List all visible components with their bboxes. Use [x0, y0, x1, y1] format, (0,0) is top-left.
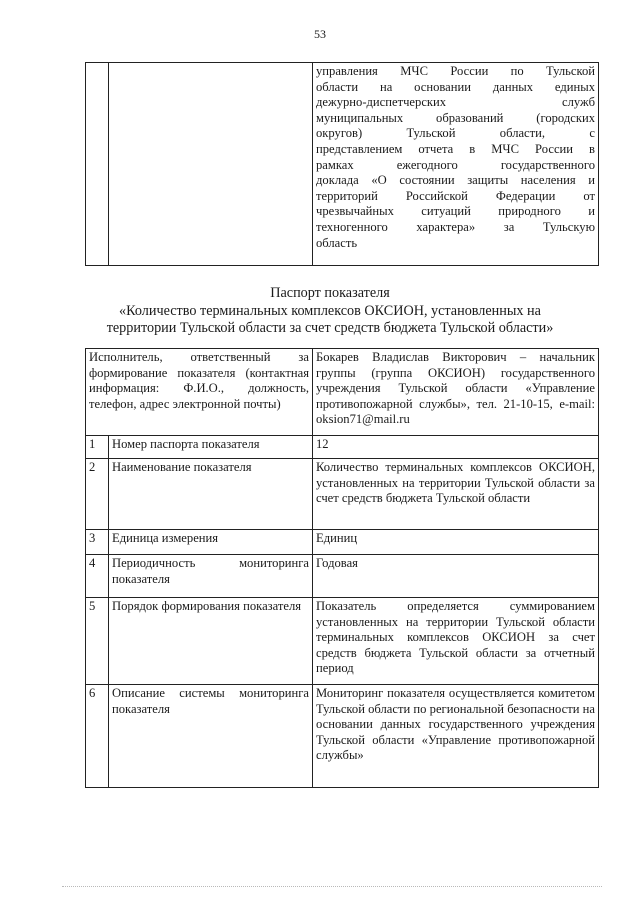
table-row [86, 63, 599, 266]
passport-table [85, 348, 599, 788]
continuation-text-cell [313, 63, 599, 266]
executor-value: Бокарев Владислав Викторович – начальник группы (группа ОКСИОН) государственного учреждения Тульской области «Управление противопожарной службы», тел. 21-10-15, e-mail: oksion71@mail.ru [313, 349, 599, 436]
row-label: Порядок формирования показателя [109, 598, 313, 685]
table-row [86, 459, 599, 530]
row-value: Годовая [313, 555, 599, 598]
continuation-text-line: управления МЧС России по Тульской [316, 64, 595, 78]
row-label: Наименование показателя [109, 459, 313, 530]
row-label: Номер паспорта показателя [109, 436, 313, 459]
table-row-executor [86, 349, 599, 436]
row-number: 5 [86, 598, 109, 685]
continuation-text-line: округов) Тульской области, с [316, 126, 595, 141]
passport-title [60, 285, 600, 338]
title-line-2: «Количество терминальных комплексов ОКСИОН, установленных на [119, 302, 541, 319]
executor-label: Исполнитель, ответственный за формирование показателя (контактная информация: Ф.И.О., должность, телефон, адрес электронной почты) [86, 349, 313, 436]
row-label: Описание системы мониторинга показателя [109, 685, 313, 788]
row-number: 4 [86, 555, 109, 598]
continuation-table [85, 62, 599, 266]
row-label: Периодичность мониторинга показателя [109, 555, 313, 598]
title-line-1: Паспорт показателя [270, 285, 390, 301]
page-number: 53 [314, 27, 326, 41]
row-value: 12 [313, 436, 599, 459]
table-row [86, 685, 599, 788]
row-value: Единиц [313, 530, 599, 555]
empty-cell-label [109, 63, 313, 266]
empty-cell-number [86, 63, 109, 266]
continuation-text-line: чрезвычайных ситуаций природного и [316, 204, 595, 219]
row-number: 2 [86, 459, 109, 530]
continuation-text-line: рамках ежегодного государственного [316, 157, 595, 172]
row-number: 1 [86, 436, 109, 459]
row-number: 3 [86, 530, 109, 555]
continuation-text-line: области на основании данных единых [316, 79, 595, 94]
continuation-text-line: область [316, 235, 358, 250]
table-row [86, 555, 599, 598]
table-row [86, 436, 599, 459]
continuation-text-line: доклада «О состоянии защиты населения и [316, 173, 595, 188]
title-line-3: территории Тульской области за счет средств бюджета Тульской области» [106, 320, 554, 336]
continuation-text-line: муниципальных образований (городских [316, 110, 595, 125]
scan-edge-line [62, 886, 602, 887]
row-value: Показатель определяется суммированием установленных на территории Тульской области терминальных комплексов ОКСИОН за счет средств бюджета Тульской области за отчетный период [313, 598, 599, 685]
continuation-text-line: представлением отчета в МЧС России в [316, 141, 595, 156]
row-value: Мониторинг показателя осуществляется комитетом Тульской области по региональной безопасности на основании данных государственного учреждения Тульской области «Управление противопожарной службы» [313, 685, 599, 788]
continuation-text-line: территорий Российской Федерации от [316, 188, 595, 203]
row-value: Количество терминальных комплексов ОКСИОН, установленных на территории Тульской области за счет средств бюджета Тульской области [313, 459, 599, 530]
continuation-text-line: дежурно-диспетчерских служб [316, 95, 595, 110]
table-row [86, 598, 599, 685]
row-label: Единица измерения [109, 530, 313, 555]
continuation-text-line: техногенного характера» за Тульскую [316, 219, 595, 234]
row-number: 6 [86, 685, 109, 788]
table-row [86, 530, 599, 555]
